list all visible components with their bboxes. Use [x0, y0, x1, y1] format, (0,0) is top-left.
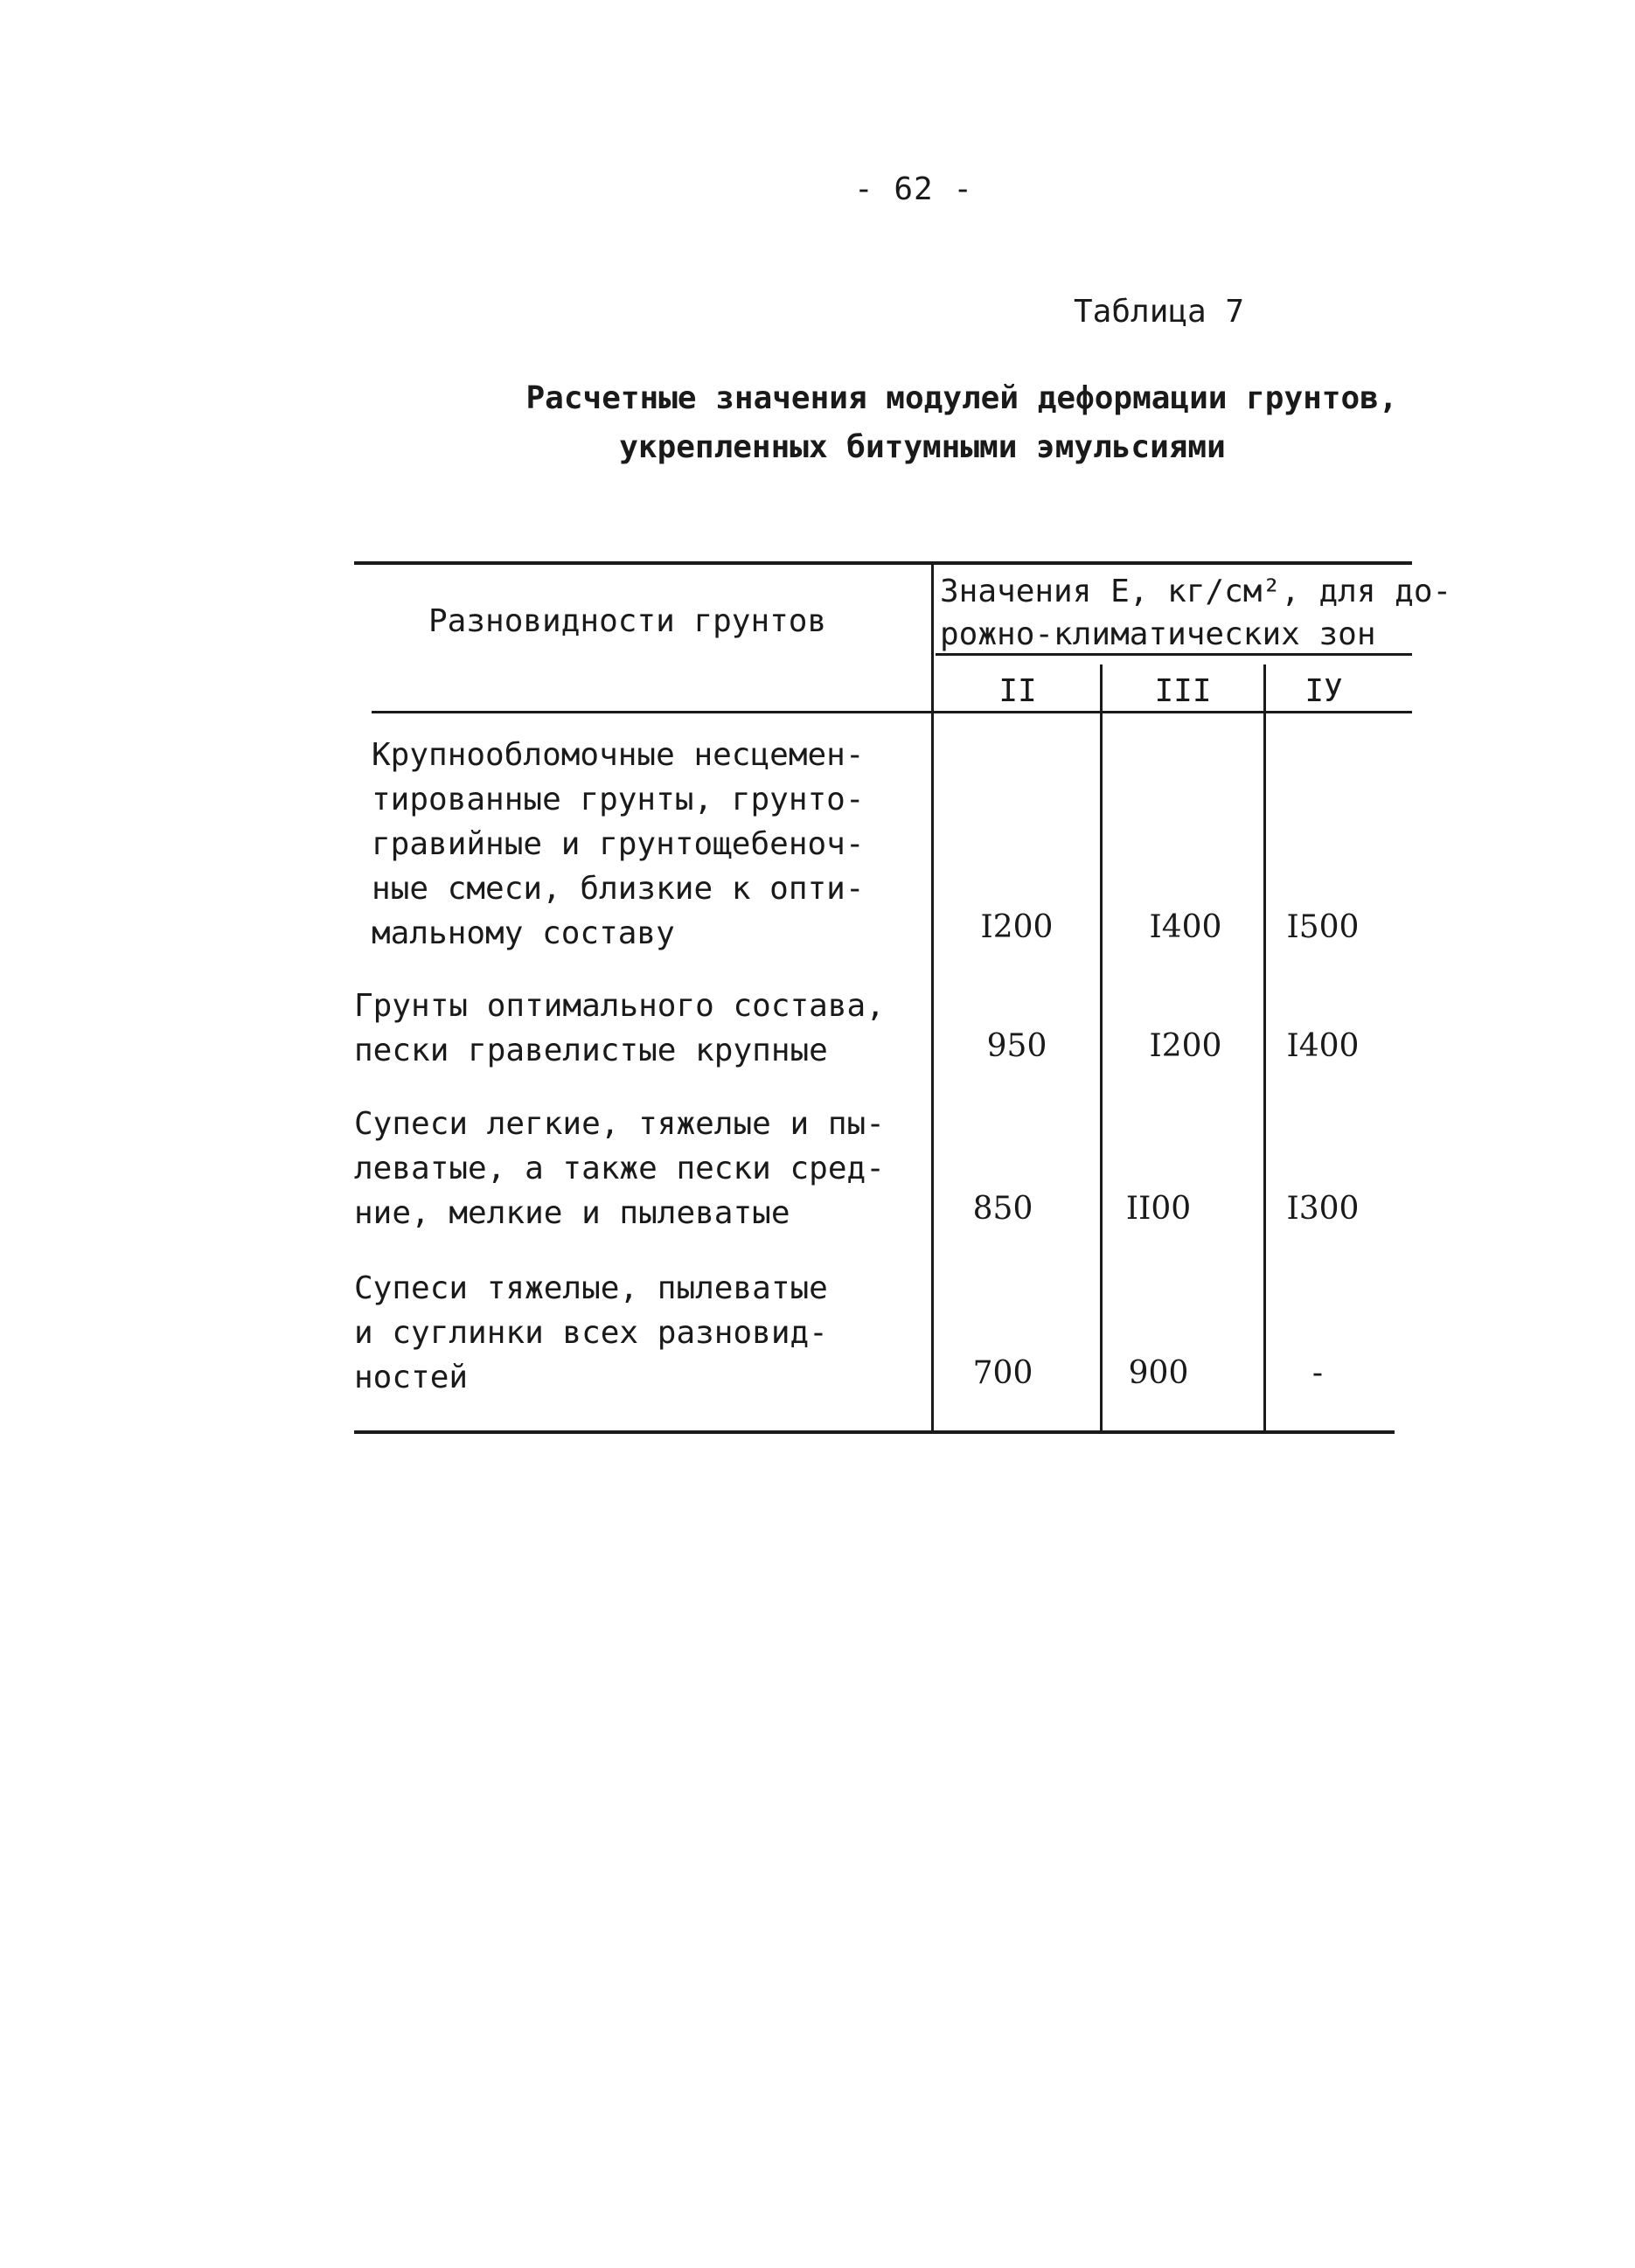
row-4-desc-line-2: и суглинки всех разновид-	[354, 1315, 828, 1351]
table-title	[0, 374, 1635, 472]
row-3-value-zone-3: II00	[1125, 1191, 1192, 1227]
zone-group-underline	[936, 653, 1412, 656]
row-1-desc-line-5: мальному составу	[372, 915, 675, 951]
row-3-desc-line-3: ние, мелкие и пылеватые	[354, 1195, 790, 1231]
row-1-description	[372, 733, 865, 956]
zone-header-3: III	[1154, 673, 1212, 709]
row-2-value-zone-3: I200	[1149, 1028, 1222, 1064]
table-bottom-rule	[354, 1430, 1395, 1434]
header-soil-types: Разновидности грунтов	[428, 603, 827, 639]
row-1-value-zone-2: I200	[980, 909, 1054, 945]
row-2-desc-line-2: пески гравелистые крупные	[354, 1033, 828, 1068]
row-4-desc-line-1: Супеси тяжелые, пылеватые	[354, 1270, 828, 1306]
row-3-desc-line-1: Супеси легкие, тяжелые и пы-	[354, 1106, 885, 1142]
table-title-line-2: укрепленных битумными эмульсиями	[619, 429, 1226, 465]
row-1-desc-line-3: гравийные и грунтощебеноч-	[372, 826, 865, 862]
row-2-value-zone-2: 950	[986, 1028, 1047, 1064]
row-3-description	[354, 1102, 885, 1235]
row-4-value-zone-4: -	[1311, 1355, 1324, 1391]
row-4-description	[354, 1266, 828, 1400]
row-3-desc-line-2: леватые, а также пески сред-	[354, 1151, 885, 1186]
page-number: - 62 -	[853, 171, 974, 207]
zone-header-2: II	[998, 673, 1037, 709]
row-2-description	[354, 984, 885, 1073]
row-1-value-zone-3: I400	[1149, 909, 1222, 945]
table-title-line-1: Расчетные значения модулей деформации грунтов,	[525, 380, 1398, 416]
column-divider-1	[931, 561, 934, 1432]
row-4-value-zone-3: 900	[1128, 1355, 1189, 1391]
table-top-rule	[354, 561, 1412, 565]
row-3-value-zone-2: 850	[972, 1191, 1033, 1227]
row-1-desc-line-2: тированные грунты, грунто-	[372, 782, 865, 817]
row-2-value-zone-4: I400	[1286, 1028, 1360, 1064]
header-bottom-rule	[372, 711, 1412, 713]
row-3-value-zone-4: I300	[1286, 1191, 1360, 1227]
header-zone-group-line-1: Значения E, кг/см², для до-	[940, 574, 1452, 609]
header-zone-group-line-2: рожно-климатических зон	[940, 616, 1376, 652]
row-2-desc-line-1: Грунты оптимального состава,	[354, 988, 885, 1024]
row-1-value-zone-4: I500	[1286, 909, 1360, 945]
row-4-desc-line-3: ностей	[354, 1360, 469, 1395]
row-1-desc-line-4: ные смеси, близкие к опти-	[372, 871, 865, 907]
table-label: Таблица 7	[1074, 294, 1245, 330]
row-4-value-zone-2: 700	[972, 1355, 1033, 1391]
zone-header-4: IУ	[1305, 673, 1343, 709]
row-1-desc-line-1: Крупнообломочные несцемен-	[372, 737, 865, 773]
